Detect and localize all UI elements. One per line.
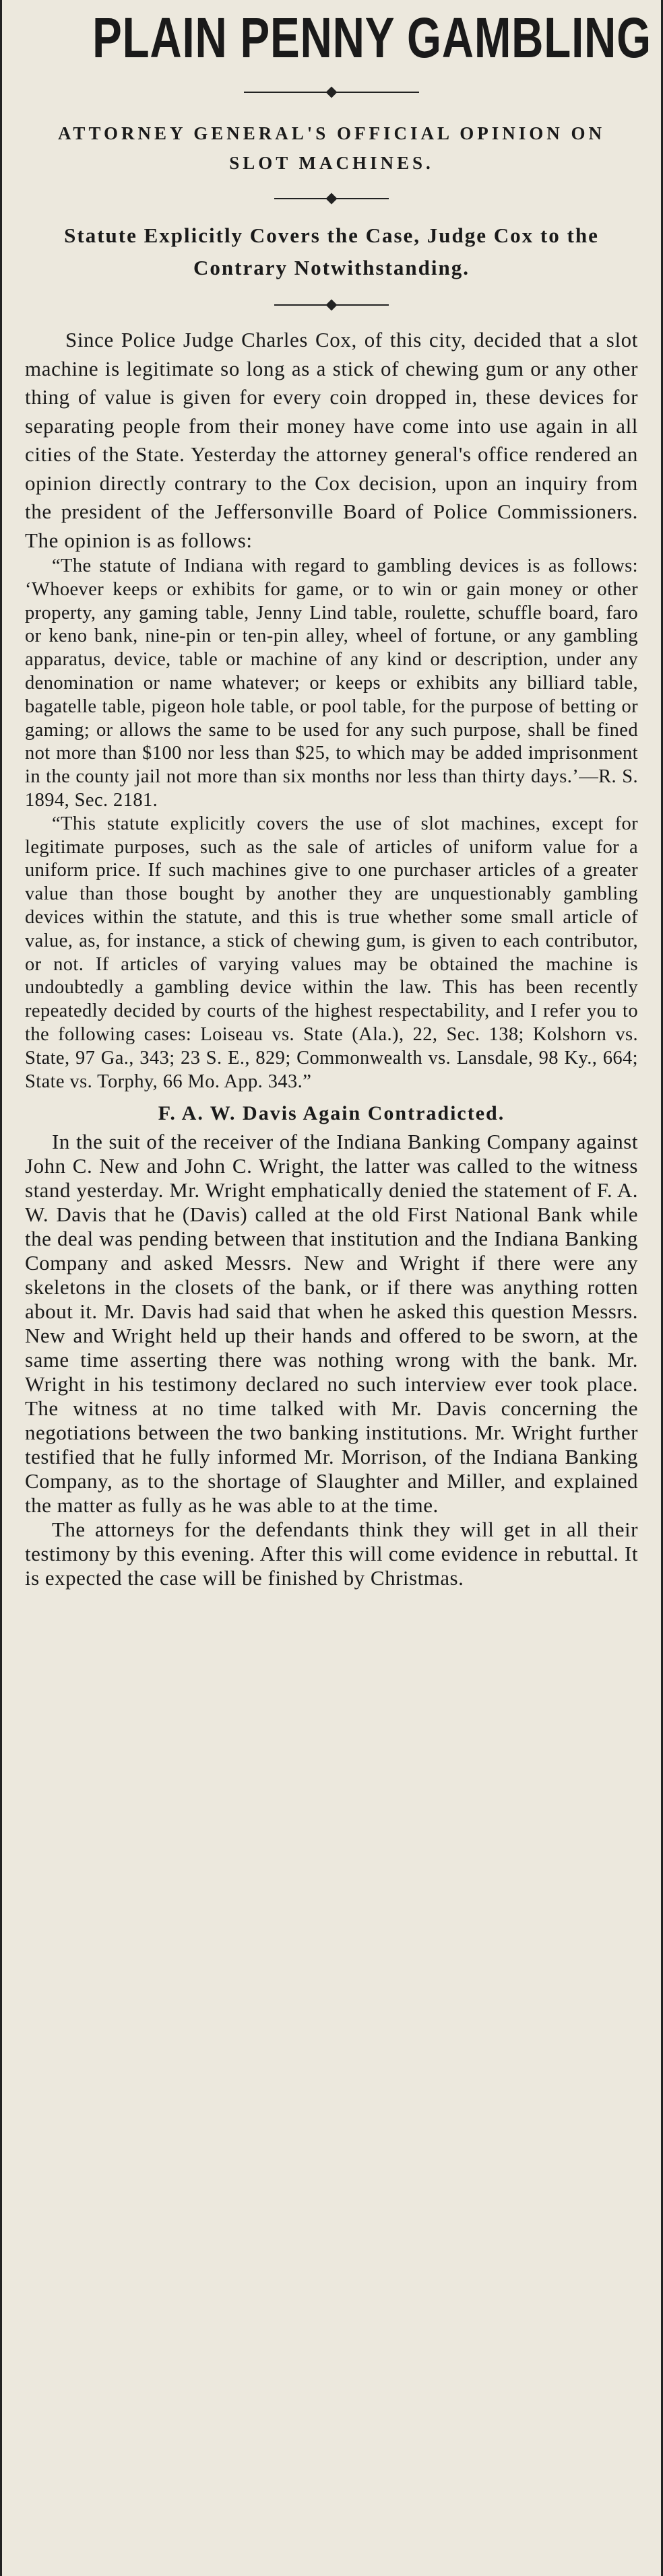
ornamental-rule: [274, 198, 389, 199]
lead-paragraph: Since Police Judge Charles Cox, of this city, decided that a slot machine is legitimate so long as a stick of chewing gum or any other thing of value is given for every coin dropped in, these devices for separating people from their money have come into use again in all cities of the State. Yesterday the attorney general's office rendered an opinion directly contrary to the Cox decision, upon an inquiry from the president of the Jeffersonville Board of Police Commissioners. The opinion is as follows:: [25, 328, 638, 552]
headline: PLAIN PENNY GAMBLING: [92, 6, 652, 69]
section-paragraph: In the suit of the receiver of the Indiana Banking Company against John C. New and John C. Wright, the latter was called to the witness stand yesterday. Mr. Wright emphatically denied the statement of F. A. W. Davis that he (Davis) called at the old First National Bank while the deal was pending between that institution and the Indiana Banking Company and asked Messrs. New and Wright if there were any skeletons in the closets of the bank, or if there was anything rotten about it. Mr. Davis had said that when he asked this question Messrs. New and Wright held up their hands and offered to be sworn, at the same time asserting there was nothing wrong with the bank. Mr. Wright in his testimony declared no such interview ever took place. The witness at no time talked with Mr. Davis concerning the negotiations between the two banking institutions. Mr. Wright further testified that he fully informed Mr. Morrison, of the Indiana Banking Company, as to the shortage of Slaughter and Miller, and explained the matter as fully as he was able to at the time.: [25, 1130, 638, 1518]
section-heading: F. A. W. Davis Again Contradicted.: [158, 1102, 505, 1125]
diamond-ornament-icon: [326, 87, 338, 98]
subheadline: ATTORNEY GENERAL'S OFFICIAL OPINION ON SLOT MACHINES.: [57, 123, 606, 173]
section-paragraph: The attorneys for the defendants think they will get in all their testimony by this evening. After this will come evidence in rebuttal. It is expected the case will be finished by Christmas.: [25, 1518, 638, 1590]
quoted-statute-paragraph: “The statute of Indiana with regard to gambling devices is as follows: ‘Whoever keeps or exhibits for game, or to win or gain money or other property, any gaming table, Jenny Lind table, roulette, schuffle board, faro or keno bank, nine-pin or ten-pin alley, wheel of fortune, or any gambling apparatus, device, table or machine of any kind or description, under any denomination or name whatever; or keeps or exhibits any billiard table, bagatelle table, pigeon hole table, or pool table, for the purpose of betting or gaming; or allows the same to be used for any such purpose, shall be fined not more than $100 nor less than $25, to which may be added imprisonment in the county jail not more than six months nor less than thirty days.’—R. S. 1894, Sec. 2181.: [25, 555, 638, 811]
deck-headline: Statute Explicitly Covers the Case, Judge Cox to the Contrary Notwithstanding.: [64, 224, 599, 279]
ornamental-rule: [274, 304, 389, 306]
diamond-ornament-icon: [326, 300, 338, 311]
diamond-ornament-icon: [326, 193, 338, 205]
quoted-opinion-paragraph: “This statute explicitly covers the use of slot machines, except for legitimate purposes, such as the sale of articles of uniform value for a uniform price. If such machines give to one purchaser articles of a greater value than those bought by another they are unquestionably gambling devices within the statute, and this is true whether some small article of value, as, for instance, a stick of chewing gum, is given to each contributor, or not. If articles of varying values may be obtained the machine is undoubtedly a gambling device within the law. This has been recently repeatedly decided by courts of the highest respectability, and I refer you to the following cases: Loiseau vs. State (Ala.), 22, Sec. 138; Kolshorn vs. State, 97 Ga., 343; 23 S. E., 829; Commonwealth vs. Lansdale, 98 Ky., 664; State vs. Torphy, 66 Mo. App. 343.”: [25, 813, 638, 1092]
ornamental-rule: [244, 92, 419, 93]
